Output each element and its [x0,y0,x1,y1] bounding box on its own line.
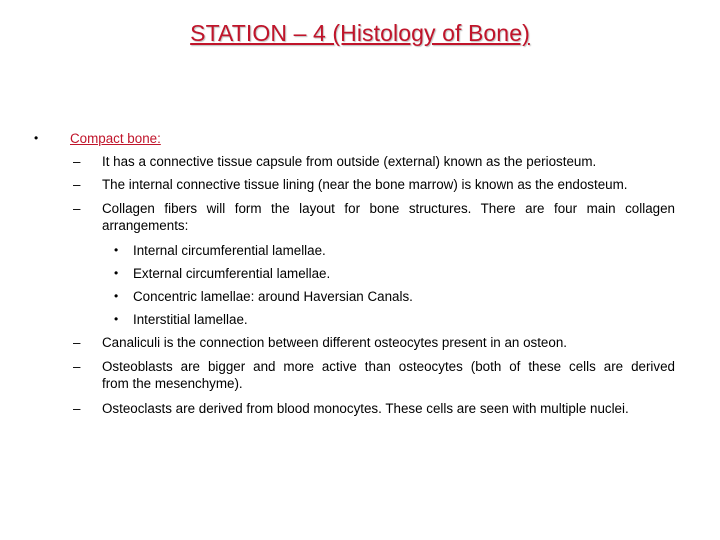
bullet-compact-bone [0,127,720,150]
list-item-text: arrangements: [102,218,189,233]
dash-icon: – [73,401,81,416]
sub-list-item [0,308,720,331]
bullet-icon: • [114,266,119,280]
list-item-continuation [0,374,720,397]
sub-list-item-text: Concentric lamellae: around Haversian Canals. [133,289,413,304]
bullet-icon: • [114,312,119,326]
slide-content [0,127,720,420]
list-item-text: Osteoclasts are derived from blood monocytes. These cells are seen with multiple nuclei. [102,401,629,416]
list-item-continuation [0,216,720,239]
list-item-text: from the mesenchyme). [102,376,243,391]
list-item [0,354,720,374]
dash-icon: – [73,154,81,169]
list-item-text: It has a connective tissue capsule from outside (external) known as the periosteum. [102,154,597,169]
sub-list-item-text: Internal circumferential lamellae. [133,243,326,258]
list-item [0,331,720,354]
sub-list-item-text: Interstitial lamellae. [133,312,248,327]
sub-list-item-text: External circumferential lamellae. [133,266,331,281]
list-item-text: The internal connective tissue lining (near the bone marrow) is known as the endosteum. [102,177,628,192]
bullet-icon: • [34,131,39,145]
slide-title: STATION – 4 (Histology of Bone) [190,20,530,46]
list-item-text: Canaliculi is the connection between different osteocytes present in an osteon. [102,335,567,350]
dash-icon: – [73,359,81,374]
bullet-icon: • [114,243,119,257]
list-item [0,150,720,173]
list-item [0,196,720,216]
dash-icon: – [73,177,81,192]
sub-list-item [0,239,720,262]
section-heading: Compact bone: [70,131,161,146]
list-item-text: Collagen fibers will form the layout for bone structures. There are four main collagen [102,201,675,216]
sub-list-item [0,285,720,308]
list-item-text: Osteoblasts are bigger and more active than osteocytes (both of these cells are derived [102,359,675,374]
list-item [0,397,720,420]
sub-list-item [0,262,720,285]
list-item [0,173,720,196]
bullet-icon: • [114,289,119,303]
dash-icon: – [73,201,81,216]
dash-icon: – [73,335,81,350]
